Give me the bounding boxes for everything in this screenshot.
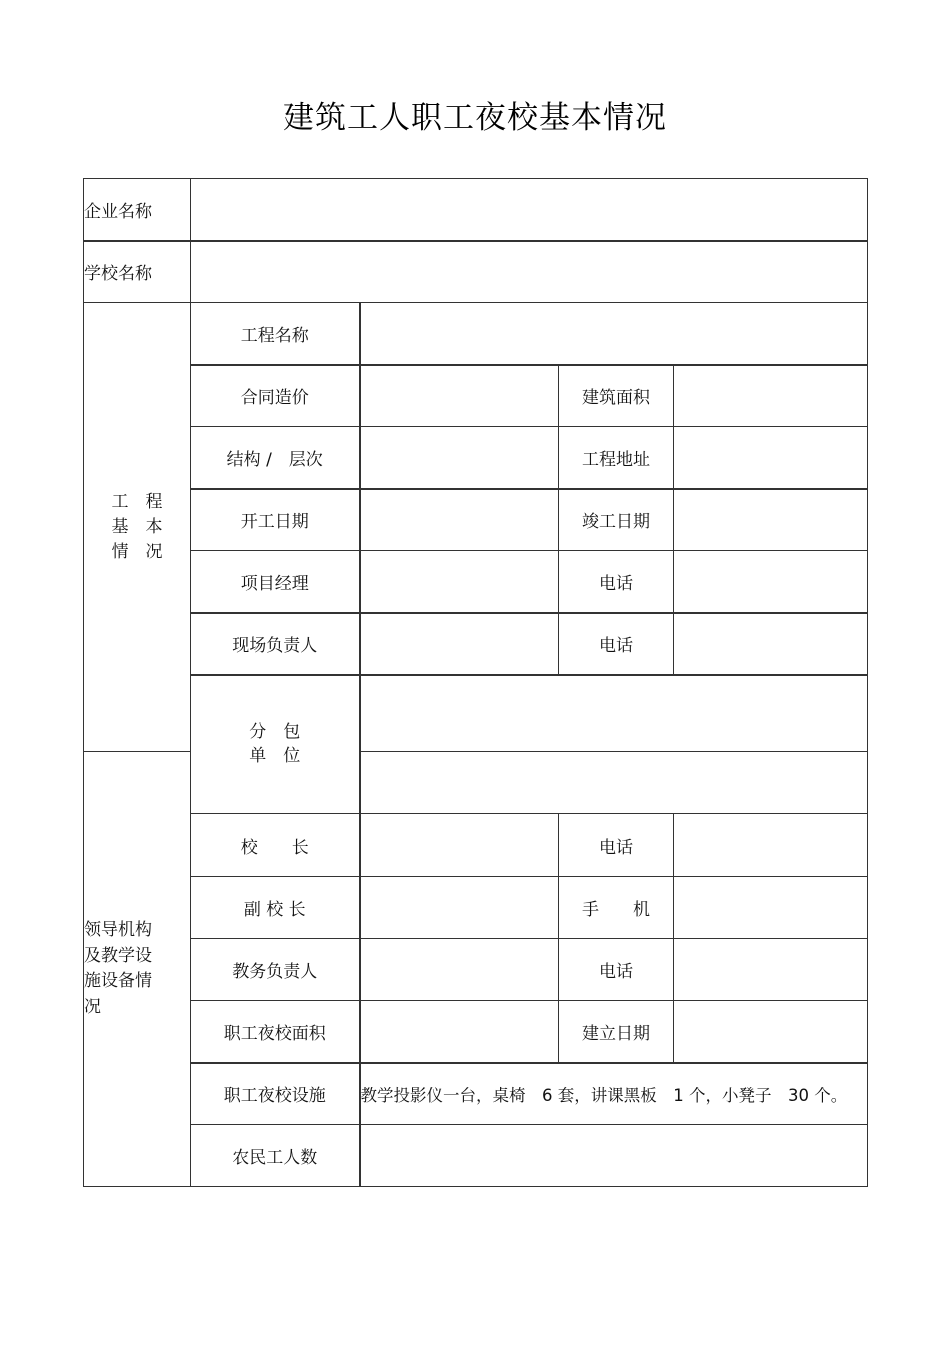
company-name-label: 企业名称	[84, 179, 191, 241]
subcontractor-label-line: 分 包	[249, 722, 301, 743]
completion-date-field[interactable]	[674, 489, 868, 551]
phone-label: 电话	[559, 939, 674, 1001]
phone-label: 电话	[559, 551, 674, 613]
building-area-field[interactable]	[674, 365, 868, 427]
structure-floors-field[interactable]	[360, 427, 559, 489]
contract-price-label: 合同造价	[191, 365, 360, 427]
contract-price-field[interactable]	[360, 365, 559, 427]
worker-count-label: 农民工人数	[191, 1125, 360, 1187]
principal-label: 校 长	[191, 814, 360, 877]
principal-field[interactable]	[360, 814, 559, 877]
subcontractor-label	[191, 675, 360, 814]
company-name-field[interactable]	[191, 179, 868, 241]
mobile-field[interactable]	[674, 877, 868, 939]
leadership-facilities-section-label	[84, 752, 191, 1187]
established-date-field[interactable]	[674, 1001, 868, 1063]
night-school-info-table	[83, 178, 868, 1187]
section-label-line: 及教学设	[84, 945, 152, 966]
project-address-field[interactable]	[674, 427, 868, 489]
section-label-line: 况	[84, 996, 101, 1017]
building-area-label: 建筑面积	[559, 365, 674, 427]
school-name-field[interactable]	[191, 241, 868, 303]
established-date-label: 建立日期	[559, 1001, 674, 1063]
project-manager-label: 项目经理	[191, 551, 360, 613]
section-label-line: 领导机构	[84, 920, 152, 940]
site-leader-label: 现场负责人	[191, 613, 360, 675]
phone-label: 电话	[559, 814, 674, 877]
section-label-line: 施设备情	[84, 971, 152, 991]
project-manager-phone-field[interactable]	[674, 551, 868, 613]
project-address-label: 工程地址	[559, 427, 674, 489]
project-name-label: 工程名称	[191, 303, 360, 365]
school-facilities-label: 职工夜校设施	[191, 1063, 360, 1125]
structure-floors-label: 结构 / 层次	[191, 427, 360, 489]
academic-leader-label: 教务负责人	[191, 939, 360, 1001]
vice-principal-label: 副 校 长	[191, 877, 360, 939]
project-name-field[interactable]	[360, 303, 868, 365]
school-name-label: 学校名称	[84, 241, 191, 303]
mobile-label: 手 机	[559, 877, 674, 939]
site-leader-phone-field[interactable]	[674, 613, 868, 675]
section-label-line: 工 程	[111, 491, 163, 512]
section-label-line: 基 本	[111, 516, 163, 537]
site-leader-field[interactable]	[360, 613, 559, 675]
page-title: 建筑工人职工夜校基本情况	[283, 100, 667, 136]
subcontractor-label-line: 单 位	[249, 746, 301, 767]
start-date-field[interactable]	[360, 489, 559, 551]
project-manager-field[interactable]	[360, 551, 559, 613]
academic-leader-field[interactable]	[360, 939, 559, 1001]
principal-phone-field[interactable]	[674, 814, 868, 877]
school-area-label: 职工夜校面积	[191, 1001, 360, 1063]
section-label-line: 情 况	[111, 541, 163, 562]
school-facilities-field[interactable]: 教学投影仪一台，桌椅 6 套，讲课黑板 1 个，小凳子 30 个。	[360, 1063, 868, 1125]
school-area-field[interactable]	[360, 1001, 559, 1063]
academic-leader-phone-field[interactable]	[674, 939, 868, 1001]
subcontractor-field-2[interactable]	[360, 752, 868, 814]
subcontractor-field-1[interactable]	[360, 675, 868, 752]
start-date-label: 开工日期	[191, 489, 360, 551]
project-basic-info-section-label	[84, 303, 191, 752]
phone-label: 电话	[559, 613, 674, 675]
completion-date-label: 竣工日期	[559, 489, 674, 551]
worker-count-field[interactable]	[360, 1125, 868, 1187]
vice-principal-field[interactable]	[360, 877, 559, 939]
